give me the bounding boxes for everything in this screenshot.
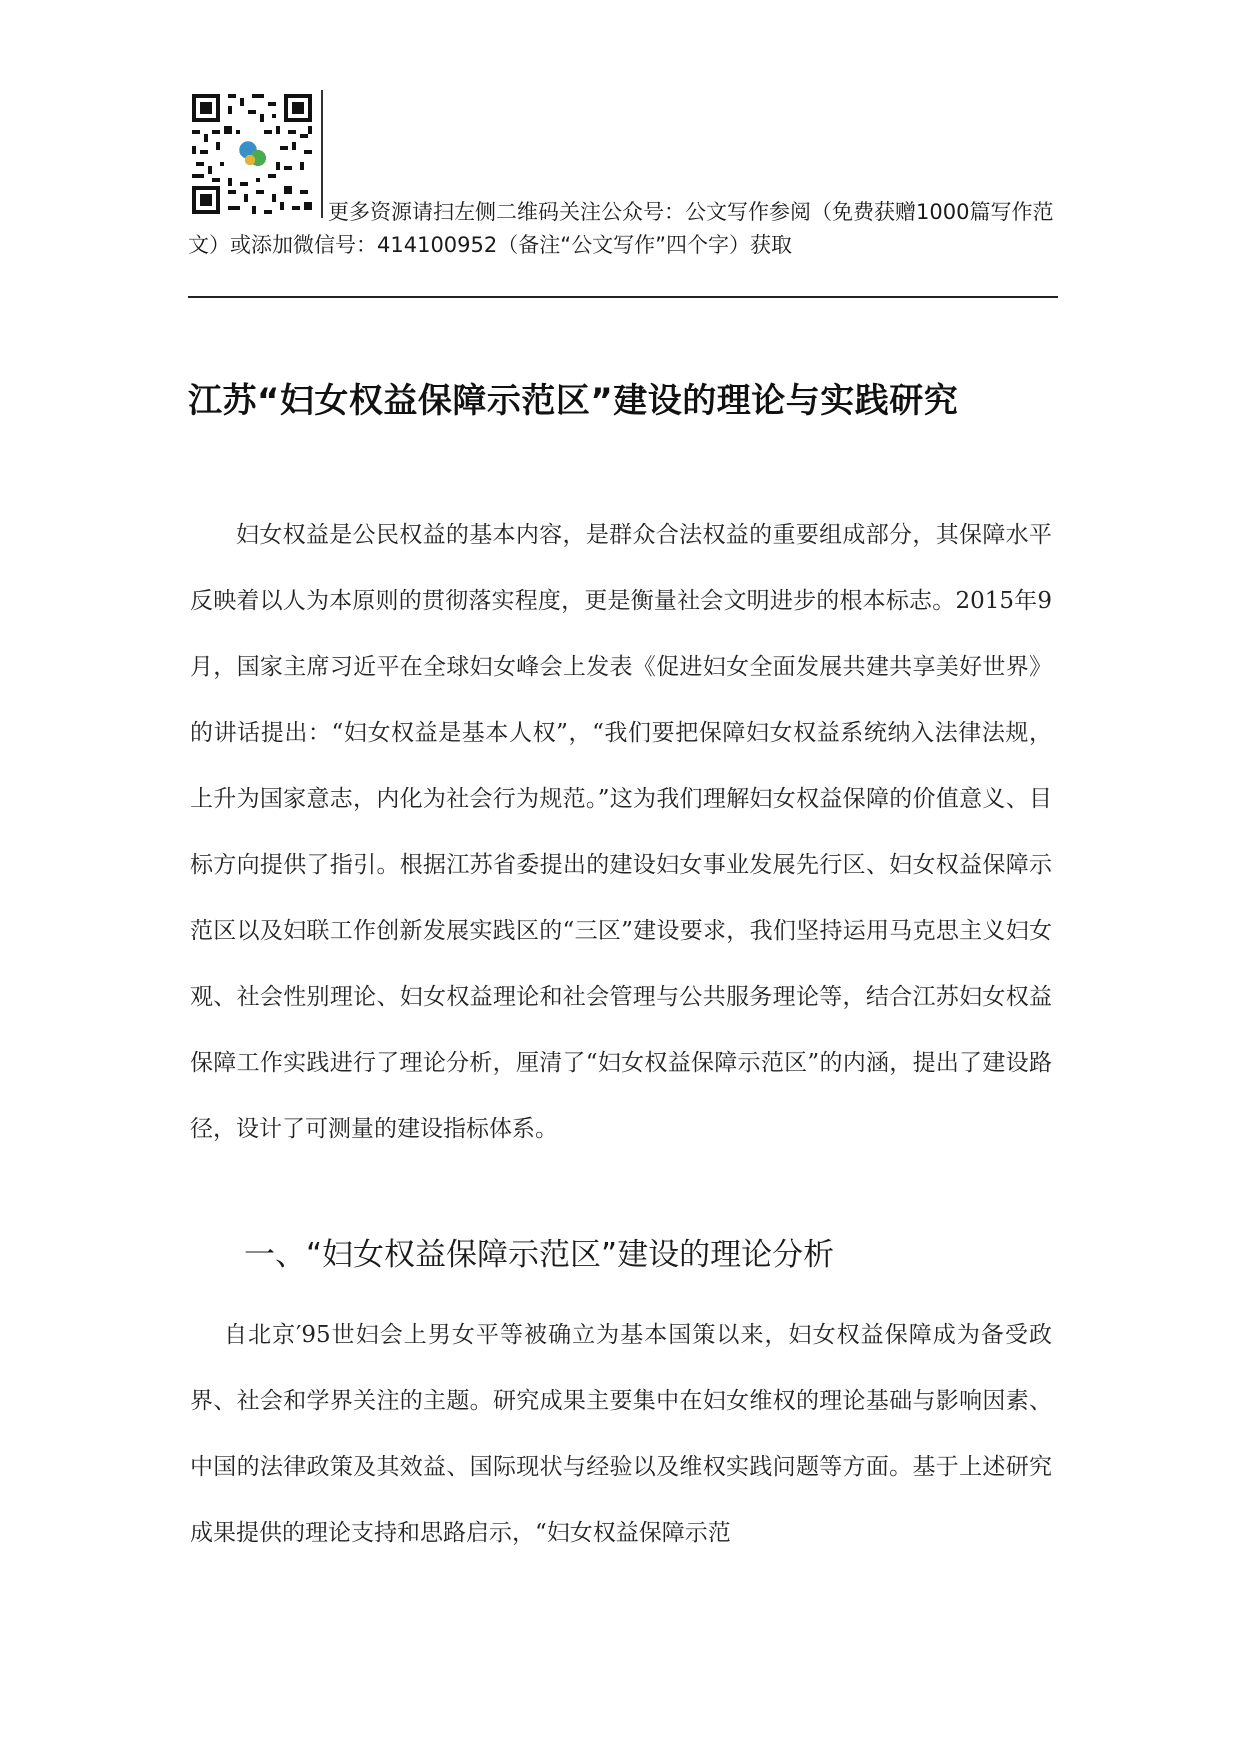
intro-paragraph: 妇女权益是公民权益的基本内容，是群众合法权益的重要组成部分，其保障水平反映着以人为本原则的贯彻落实程度，更是衡量社会文明进步的根本标志。2015年9月，国家主席习近平在全球妇女峰会上发表《促进妇女全面发展共建共享美好世界》的讲话提出：“妇女权益是基本人权”，“我们要把保障妇女权益系统纳入法律法规，上升为国家意志，内化为社会行为规范。”这为我们理解妇女权益保障的价值意义、目标方向提供了指引。根据江苏省委提出的建设妇女事业发展先行区、妇女权益保障示范区以及妇联工作创新发展实践区的“三区”建设要求，我们坚持运用马克思主义妇女观、社会性别理论、妇女权益理论和社会管理与公共服务理论等，结合江苏妇女权益保障工作实践进行了理论分析，厘清了“妇女权益保障示范区”的内涵，提出了建设路径，设计了可测量的建设指标体系。 [190, 522, 1052, 1142]
section-heading: 一、“妇女权益保障示范区”建设的理论分析 [244, 1237, 835, 1273]
header-rule [188, 296, 1058, 298]
resource-notice: 更多资源请扫左侧二维码关注公众号：公文写作参阅（免费获赠1000篇写作范文）或添加微信号：414100952（备注“公文写作”四个字）获取 [188, 200, 1054, 257]
document-title: 江苏“妇女权益保障示范区”建设的理论与实践研究 [188, 381, 959, 421]
section-paragraph: 自北京′95世妇会上男女平等被确立为基本国策以来，妇女权益保障成为备受政界、社会和学界关注的主题。研究成果主要集中在妇女维权的理论基础与影响因素、中国的法律政策及其效益、国际现状与经验以及维权实践问题等方面。基于上述研究成果提供的理论支持和思路启示，“妇女权益保障示范 [190, 1322, 1052, 1546]
